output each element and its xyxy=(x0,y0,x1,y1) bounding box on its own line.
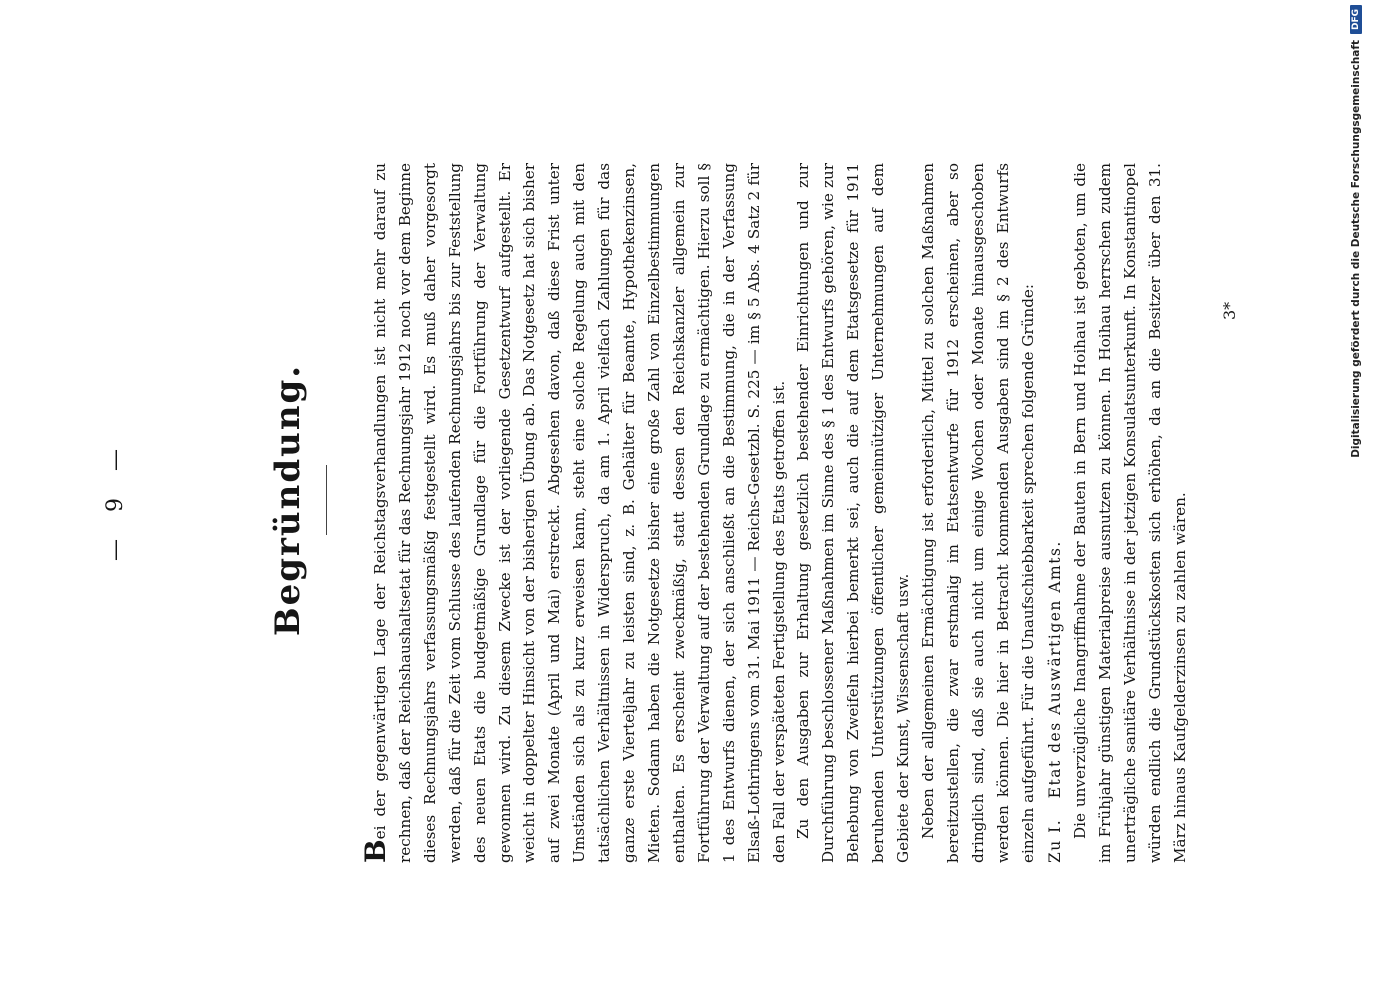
page-title: Begründung. xyxy=(268,363,308,637)
digitization-credit xyxy=(1350,5,1362,615)
section-heading xyxy=(1042,163,1068,863)
paragraph: Zu den Ausgaben zur Erhaltung gesetzlich bestehender Einrichtungen und zur Durchführung beschlossener Maßnahmen im Sinne des § 1 des Entwurfs gehören, wie zur Behebung von Zweifeln hierbei bemerkt sei, auch die auf dem Etatsgesetze für 1911 beruhenden Unterstützungen öffentlicher gemeinnütziger Unternehmungen auf dem Gebiete der Kunst, Wissenschaft usw. xyxy=(794,163,913,863)
page-number: — 9 — xyxy=(103,439,128,561)
paragraph-text: ei der gegenwärtigen Lage der Reichstagsverhandlungen ist nicht mehr darauf zu rechnen, daß der Reichshaushaltsetat für das Rechnungsjahr 1912 noch vor dem Beginne dieses Rechnungsjahrs verfassungsmäßig festgestellt wird. Es muß daher vorgesorgt werden, daß für die Zeit vom Schlusse des laufenden Rechnungsjahrs bis zur Feststellung des neuen Etats die budgetmäßige Grundlage für die Fortführung der Verwaltung gewonnen wird. Zu diesem Zwecke ist der vorliegende Gesetzentwurf aufgestellt. Er weicht in doppelter Hinsicht von der bisherigen Übung ab. Das Notgesetz hat sich bisher auf zwei Monate (April und Mai) erstreckt. Abgesehen davon, daß diese Frist unter Umständen sich als zu kurz erweisen kann, steht eine solche Regelung auch mit den tatsächlichen Verhältnissen in Widerspruch, da am 1. April vielfach Zahlungen für das ganze erste Vierteljahr zu leisten sind, z. B. Gehälter für Beamte, Hypothekenzinsen, Mieten. Sodann haben die Notgesetze bisher eine große Zahl von Einzelbestimmungen enthalten. Es erscheint zweckmäßig, statt dessen den Reichskanzler allgemein zur Fortführung der Verwaltung auf der bestehenden Grundlage zu ermächtigen. Hierzu soll § 1 des Entwurfs dienen, der sich anschließt an die Bestimmung, die in der Verfassung Elsaß-Lothringens vom 31. Mai 1911 — Reichs-Gesetzbl. S. 225 — im § 5 Abs. 4 Satz 2 für den Fall der verspäteten Fertigstellung des Etats getroffen ist. xyxy=(371,163,788,863)
body-text xyxy=(359,163,1193,863)
section-paragraph: Die unverzügliche Inangriffnahme der Bauten in Bern und Hoihau ist geboten, um die im Frühjahr günstigen Materialpreise ausnutzen zu können. In Hoihau herrschen zudem unerträgliche sanitäre Verhältnisse in der jetzigen Konsulatsunterkunft. In Konstantinopel würden endlich die Grundstückskosten sich erhöhen, da an die Besitzer über den 31. März hinaus Kaufgelderzinsen zu zahlen wären. xyxy=(1071,163,1190,863)
section-title: Etat des Auswärtigen Amts. xyxy=(1046,540,1065,799)
section-label: Zu I. xyxy=(1046,818,1065,863)
signature-mark: 3* xyxy=(1220,301,1239,320)
paragraph xyxy=(359,163,791,863)
drop-cap: B xyxy=(359,839,392,863)
paragraph: Neben der allgemeinen Ermächtigung ist erforderlich, Mittel zu solchen Maßnahmen bereitzustellen, die zwar erstmalig im Etatsentwurfe für 1912 erscheinen, aber so dringlich sind, daß sie auch nicht um einige Wochen oder Monate hinausgeschoben werden können. Die hier in Betracht kommenden Ausgaben sind im § 2 des Entwurfs einzeln aufgeführt. Für die Unaufschiebbarkeit sprechen folgende Gründe: xyxy=(918,163,1037,863)
title-divider xyxy=(326,465,327,535)
digitization-note: Digitalisierung gefördert durch die Deutsche Forschungsgemeinschaft xyxy=(1350,40,1362,458)
dfg-logo: DFG xyxy=(1350,5,1362,34)
